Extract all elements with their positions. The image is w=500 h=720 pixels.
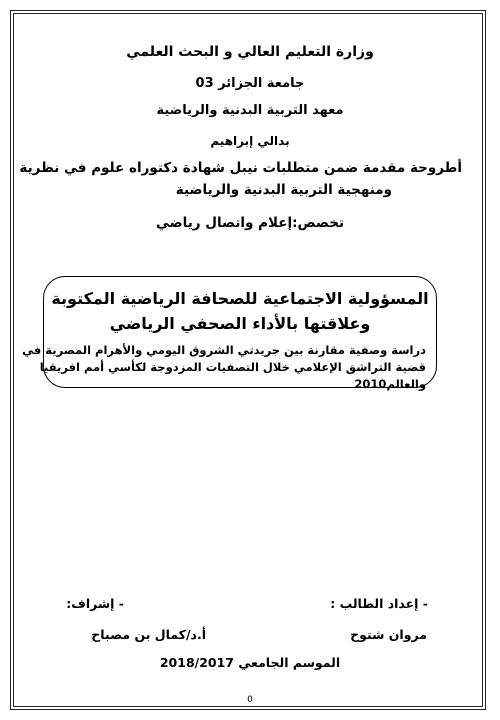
supervisor-label: - إشراف: [66, 596, 124, 611]
specialty: تخصص:إعلام واتصال رياضي [155, 215, 345, 231]
thesis-description-line2: ومنهجية التربية البدنية والرياضية [175, 182, 392, 198]
university-name: جامعة الجزائر 03 [195, 76, 305, 91]
academic-year: الموسم الجامعي 2018/2017 [159, 655, 341, 670]
student-name: مروان شتوح [350, 627, 427, 642]
institute-name: معهد التربية البدنية والرياضية [156, 103, 344, 118]
page-number: 0 [247, 695, 253, 705]
ministry-name: وزارة التعليم العالي و البحث العلمي [126, 44, 374, 60]
title-box [22, 276, 437, 391]
thesis-title-line1: المسؤولية الاجتماعية للصحافة الرياضية المكتوبة [51, 289, 429, 308]
thesis-subtitle-line2: قضية التراشق الإعلامي خلال التصفيات المزدوجة لكأسي أمم افريقيا [39, 360, 426, 374]
student-label: - إعداد الطالب : [330, 596, 428, 611]
thesis-title-line2: وعلاقتها بالأداء الصحفي الرياضي [109, 314, 371, 333]
thesis-description-line1: أطروحة مقدمة ضمن متطلبات نيبل شهادة دكتوراه علوم في نظرية [19, 160, 462, 176]
institute-location: بدالي إبراهيم [210, 134, 290, 148]
thesis-subtitle-line1: دراسة وصفية مقارنة بين جريدتي الشروق اليومي والأهرام المصرية في [22, 343, 426, 357]
supervisor-name: أ.د/كمال بن مصباح [91, 627, 206, 642]
thesis-subtitle-line3: والعالم2010 [354, 377, 426, 391]
